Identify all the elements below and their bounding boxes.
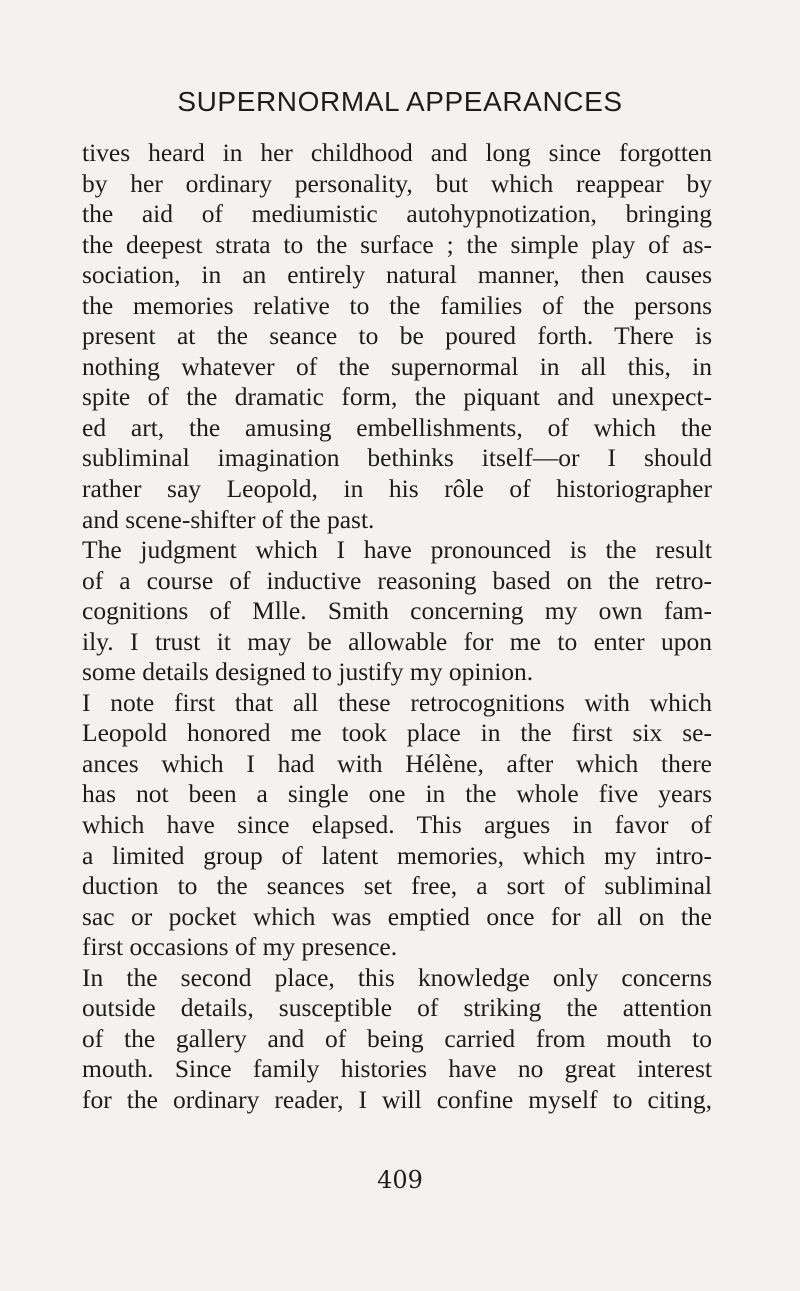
text-line: nothing whatever of the supernormal in all this, in — [82, 351, 712, 381]
text-line: which have since elapsed. This argues in favor of — [82, 810, 712, 840]
running-head: SUPERNORMAL APPEARANCES — [177, 86, 623, 117]
page-number: 409 — [377, 1166, 423, 1194]
text-line: a limited group of latent memories, which my intro- — [82, 840, 712, 870]
text-line: sac or pocket which was emptied once for all on the — [82, 901, 712, 931]
text-line: rather say Leopold, in his rôle of historiographer — [82, 474, 712, 504]
text-line: sociation, in an entirely natural manner, then causes — [82, 260, 712, 290]
text-line: of the gallery and of being carried from mouth to — [82, 1023, 712, 1053]
text-line: spite of the dramatic form, the piquant and unexpect- — [82, 382, 712, 412]
text-line: ances which I had with Hélène, after which there — [82, 748, 712, 778]
body-text — [82, 138, 712, 1116]
text-line: Leopold honored me took place in the first six se- — [82, 718, 712, 748]
text-line: for the ordinary reader, I will confine myself to citing, — [82, 1084, 712, 1114]
text-line: the aid of mediumistic autohypnotization, bringing — [82, 199, 712, 229]
text-line: duction to the seances set free, a sort of subliminal — [82, 871, 712, 901]
text-line: subliminal imagination bethinks itself—or I should — [82, 443, 712, 473]
text-line: mouth. Since family histories have no great interest — [82, 1054, 712, 1084]
text-line: In the second place, this knowledge only concerns — [82, 962, 712, 992]
text-line: has not been a single one in the whole five years — [82, 779, 712, 809]
paragraph-end-line: and scene-shifter of the past. — [82, 504, 375, 534]
text-line: cognitions of Mlle. Smith concerning my own fam- — [82, 596, 712, 626]
text-line: ily. I trust it may be allowable for me to enter upon — [82, 626, 712, 656]
paragraph-end-line: first occasions of my presence. — [82, 932, 398, 962]
text-line: outside details, susceptible of striking the attention — [82, 993, 712, 1023]
text-line: of a course of inductive reasoning based on the retro- — [82, 565, 712, 595]
text-line: ed art, the amusing embellishments, of which the — [82, 412, 712, 442]
text-line: the deepest strata to the surface ; the simple play of as- — [82, 229, 712, 259]
text-line: tives heard in her childhood and long since forgotten — [82, 138, 712, 167]
text-line: present at the seance to be poured forth. There is — [82, 321, 712, 351]
text-line: the memories relative to the families of the persons — [82, 290, 712, 320]
text-line: The judgment which I have pronounced is the result — [82, 535, 712, 565]
text-line: I note first that all these retrocognitions with which — [82, 687, 712, 717]
text-line: by her ordinary personality, but which reappear by — [82, 168, 712, 198]
paragraph-end-line: some details designed to justify my opinion. — [82, 657, 534, 687]
